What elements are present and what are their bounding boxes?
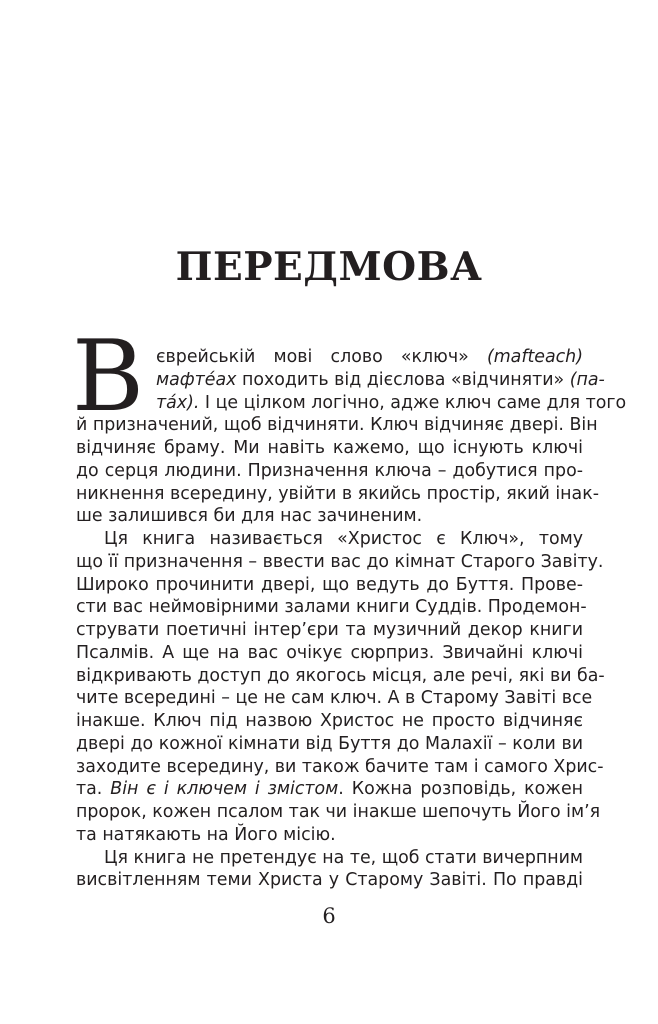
text-line	[76, 437, 583, 460]
text-segment: струвати поетичні інтер’єри та музичний декор книги	[76, 620, 583, 640]
page-title: ПЕРЕДМОВА	[175, 244, 483, 290]
text-segment: та натякають на Його місію.	[76, 824, 336, 845]
text-line	[76, 665, 605, 688]
italic-text: (па-	[569, 369, 605, 390]
text-segment: до серця людини. Призначення ключа – добутися про-	[76, 460, 583, 481]
text-segment: заходите всередину, ви також бачите там і самого Хрис-	[76, 756, 604, 777]
italic-text: мафтéах	[156, 369, 237, 390]
text-line	[76, 756, 604, 779]
text-segment: Ця книга називається «Христос є Ключ», тому	[104, 529, 583, 549]
text-line	[76, 460, 583, 483]
text-segment: чите всередині – це не сам ключ. А в Старому Завіті все	[76, 688, 593, 709]
italic-text: Він є і ключем і змістом	[110, 779, 339, 800]
text-line	[76, 551, 604, 574]
text-line	[76, 847, 583, 870]
text-segment: І це цілком логічно, адже ключ саме для того	[199, 392, 627, 413]
text-segment: никнення всередину, увійти в якийсь простір, який інак-	[76, 483, 599, 504]
text-line	[76, 528, 583, 551]
text-line	[76, 710, 583, 733]
text-line	[76, 687, 593, 710]
text-line	[76, 369, 605, 392]
text-segment: та.	[76, 779, 111, 800]
text-segment: висвітленням теми Христа у Старому Завіті. По правді	[76, 870, 583, 891]
italic-text: (mafteach)	[486, 347, 583, 367]
page-number: 6	[322, 904, 336, 928]
text-line	[76, 596, 587, 619]
text-segment: Широко прочинити двері, що ведуть до Буття. Прове-	[76, 574, 583, 595]
text-segment: що її призначення – ввести вас до кімнат Старого Завіту.	[76, 551, 604, 572]
text-segment: Ця книга не претендує на те, щоб стати вичерпним	[104, 847, 584, 868]
text-segment: . Кожна розповідь, кожен	[338, 779, 584, 800]
text-line	[76, 392, 627, 415]
text-line	[76, 801, 601, 824]
text-line	[76, 733, 583, 756]
text-line	[76, 778, 583, 801]
text-line	[76, 642, 583, 665]
text-segment: відкривають доступ до якогось місця, але речі, які ви ба-	[76, 665, 605, 686]
italic-text: тáх).	[156, 392, 200, 413]
text-segment: й призначений, щоб відчиняти. Ключ відчиняє двері. Він	[76, 415, 598, 436]
text-segment: Псалмів. А ще на вас очікує сюрприз. Звичайні ключі	[76, 642, 583, 663]
text-segment: сти вас неймовірними залами книги Суддів. Продемон-	[76, 597, 587, 618]
text-line	[76, 574, 583, 597]
text-segment: пророк, кожен псалом так чи інакше шепочуть Його ім’я	[76, 802, 601, 822]
text-segment: інакше. Ключ під назвою Христос не просто відчиняє	[76, 711, 583, 731]
body-text	[76, 346, 627, 892]
text-segment: походить від дієслова «відчиняти»	[236, 369, 570, 390]
text-segment: двері до кожної кімнати від Буття до Малахії – коли ви	[76, 733, 583, 754]
text-line	[76, 483, 599, 506]
text-line	[76, 824, 583, 847]
drop-cap: В	[72, 320, 145, 434]
text-segment: єврейській мові слово «ключ»	[156, 347, 487, 367]
text-line	[76, 619, 583, 642]
text-line	[76, 869, 583, 892]
text-line	[76, 414, 598, 437]
text-segment: ше залишився би для нас зачиненим.	[76, 506, 423, 527]
text-line	[76, 505, 583, 528]
text-line	[76, 346, 583, 369]
text-segment: відчиняє браму. Ми навіть кажемо, що існують ключі	[76, 438, 583, 458]
